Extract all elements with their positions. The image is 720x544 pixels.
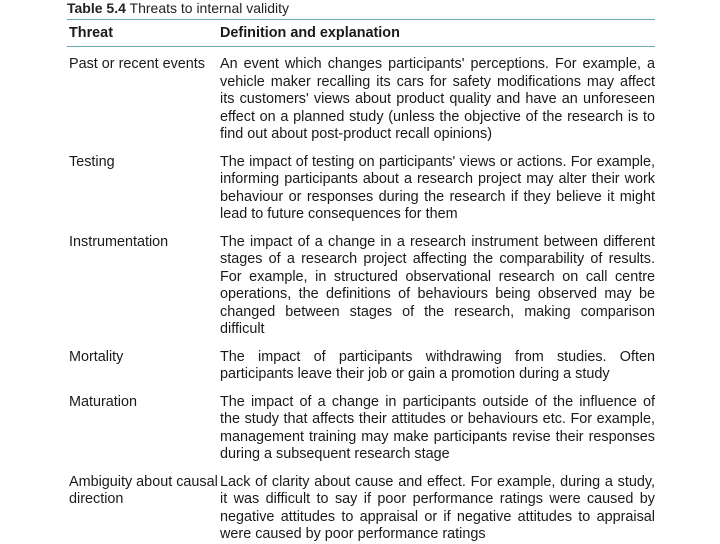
- definition-cell: An event which changes participants' perceptions. For example, a vehicle maker recalling its cars for safety modifications may affect its customers' views about product quality and have an unforeseen effect on a planned study (unless the objective of the research is to find out about post-product recall opinions): [220, 56, 655, 142]
- table-header-row: [67, 20, 655, 47]
- definition-cell: Lack of clarity about cause and effect. For example, during a study, it was difficult to say if poor performance ratings were caused by negative attitudes to appraisal or if negative attitudes to appraisal were caused by poor performance ratings: [220, 473, 655, 542]
- threat-cell: Instrumentation: [69, 233, 169, 250]
- header-threat: Threat: [69, 25, 113, 41]
- definition-cell: The impact of testing on participants' views or actions. For example, informing participants about a research project may alter their work behaviour or responses during the research if they believe it might lead to future consequences for them: [220, 153, 655, 222]
- table-title: Threats to internal validity: [129, 0, 290, 16]
- table-row: [67, 56, 655, 144]
- table-row: [67, 234, 655, 339]
- table-row: [67, 154, 655, 224]
- table-row: [67, 474, 655, 544]
- definition-cell: The impact of participants withdrawing from studies. Often participants leave their job or gain a promotion during a study: [220, 348, 655, 382]
- threat-cell: Past or recent events: [69, 56, 205, 72]
- table-row: [67, 394, 655, 464]
- threat-cell: Maturation: [69, 393, 137, 410]
- threat-cell: Ambiguity about causal direction: [69, 473, 218, 507]
- header-definition: Definition and explanation: [220, 25, 400, 41]
- table-label: Table 5.4: [67, 0, 126, 16]
- table-row: [67, 349, 655, 384]
- table-body: [67, 47, 655, 544]
- threat-cell: Mortality: [69, 348, 124, 365]
- table-caption: [67, 0, 655, 20]
- definition-cell: The impact of a change in a research instrument between different stages of a research project affecting the comparability of results. For example, in structured observational research on call centre operations, the definitions of behaviours being observed may be changed between stages of the research, making comparison difficult: [220, 233, 655, 337]
- threat-cell: Testing: [69, 153, 115, 170]
- table-container: [67, 0, 655, 544]
- definition-cell: The impact of a change in participants outside of the influence of the study that affects their attitudes or behaviours etc. For example, management training may make participants revise their responses during a subsequent research stage: [220, 393, 655, 462]
